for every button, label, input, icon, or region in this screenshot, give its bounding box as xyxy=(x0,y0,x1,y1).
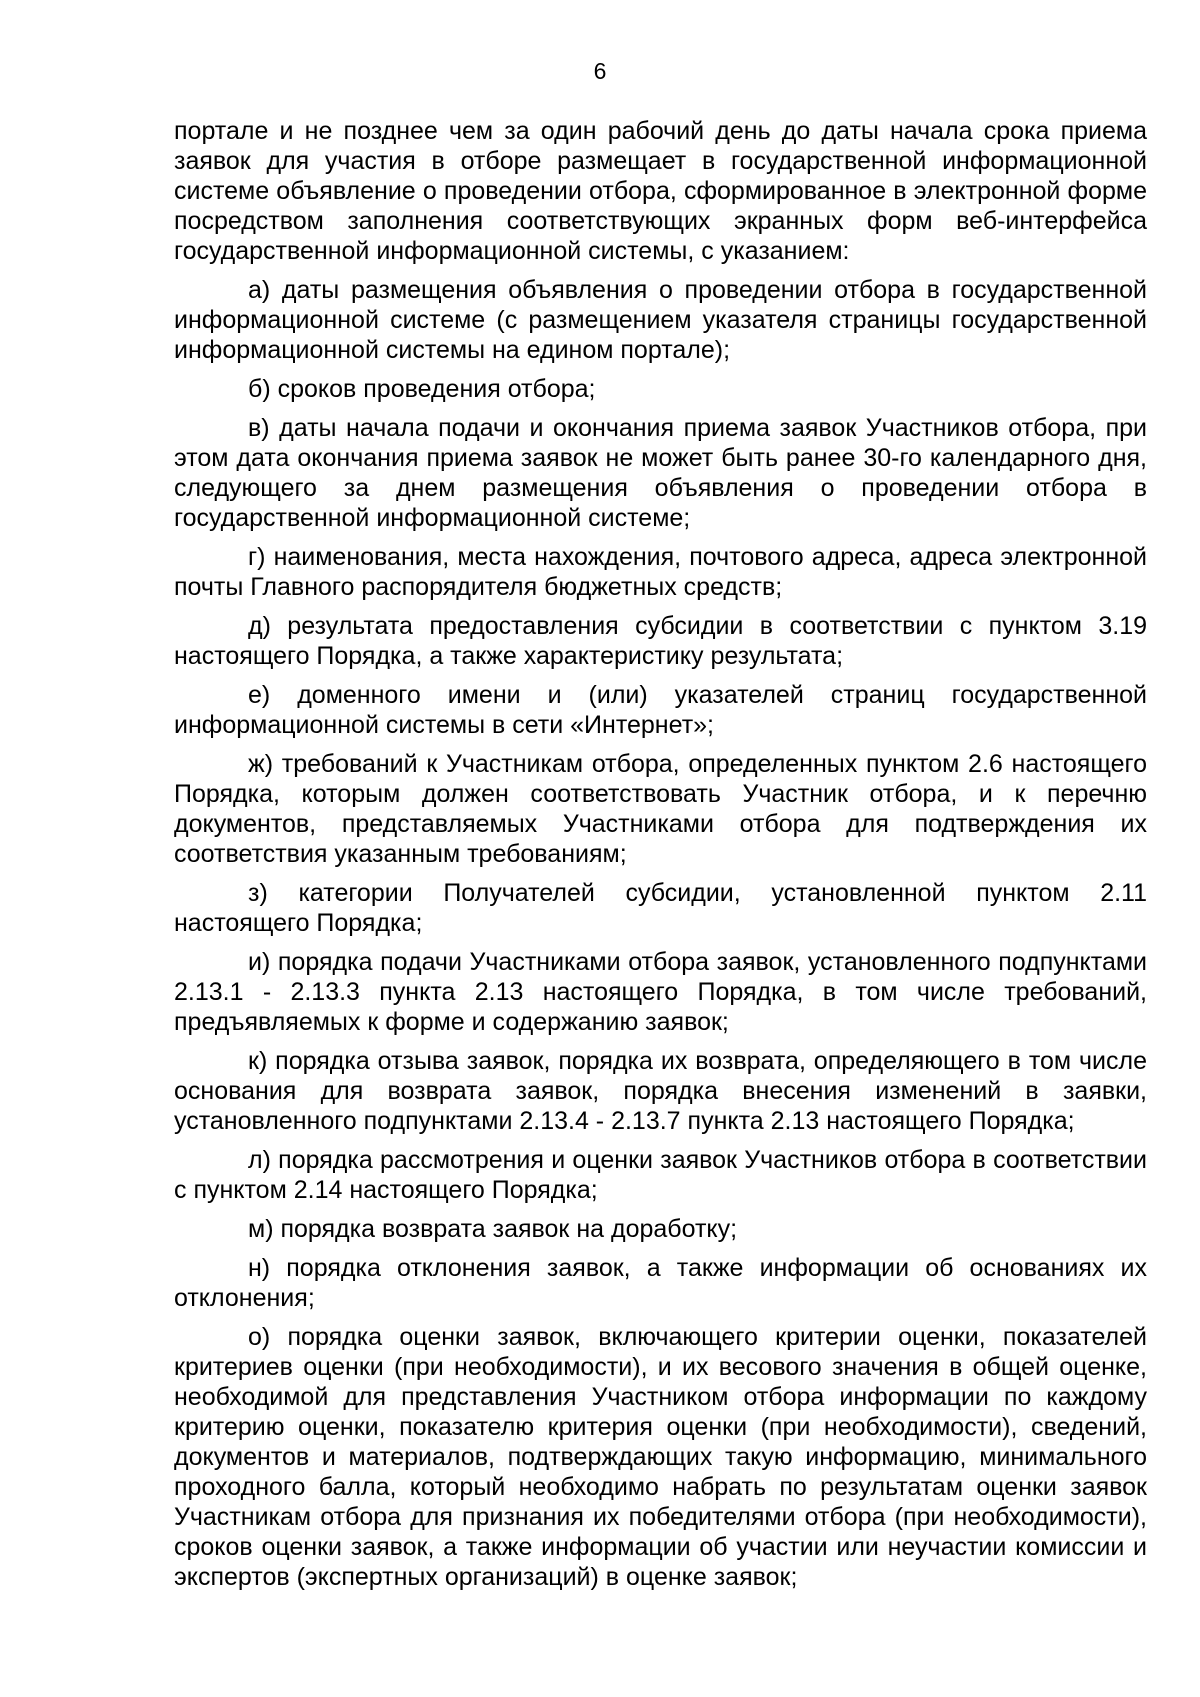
list-item-v: в) даты начала подачи и окончания приема заявок Участников отбора, при этом дата окончания приема заявок не может быть ранее 30-го календарного дня, следующего за днем размещения объявления о проведении отбора в государственной информационной системе; xyxy=(174,414,1147,532)
list-item-g: г) наименования, места нахождения, почтового адреса, адреса электронной почты Главного распорядителя бюджетных средств; xyxy=(174,543,1147,601)
list-item-a: а) даты размещения объявления о проведении отбора в государственной информационной системе (с размещением указателя страницы государственной информационной системы на едином портале); xyxy=(174,276,1147,364)
list-item-m: м) порядка возврата заявок на доработку; xyxy=(248,1215,738,1243)
list-item-b: б) сроков проведения отбора; xyxy=(248,375,596,403)
list-item-z: з) категории Получателей субсидии, установленной пунктом 2.11 настоящего Порядка; xyxy=(174,879,1147,937)
list-item-l: л) порядка рассмотрения и оценки заявок Участников отбора в соответствии с пунктом 2.14 настоящего Порядка; xyxy=(174,1146,1147,1204)
list-item-n: н) порядка отклонения заявок, а также информации об основаниях их отклонения; xyxy=(174,1254,1147,1312)
intro-paragraph: портале и не позднее чем за один рабочий день до даты начала срока приема заявок для участия в отборе размещает в государственной информационной системе объявление о проведении отбора, сформированное в электронной форме посредством заполнения соответствующих экранных форм веб-интерфейса государственной информационной системы, с указанием: xyxy=(174,117,1147,265)
list-item-i: и) порядка подачи Участниками отбора заявок, установленного подпунктами 2.13.1 - 2.13.3 пункта 2.13 настоящего Порядка, в том числе требований, предъявляемых к форме и содержанию заявок; xyxy=(174,948,1147,1036)
document-body xyxy=(174,116,1147,1592)
list-item-d: д) результата предоставления субсидии в соответствии с пунктом 3.19 настоящего Порядка, а также характеристику результата; xyxy=(174,612,1147,670)
page-number: 6 xyxy=(593,58,607,84)
list-item-e: е) доменного имени и (или) указателей страниц государственной информационной системы в сети «Интернет»; xyxy=(174,681,1147,739)
list-item-o: о) порядка оценки заявок, включающего критерии оценки, показателей критериев оценки (при необходимости), и их весового значения в общей оценке, необходимой для представления Участником отбора информации по каждому критерию оценки, показателю критерия оценки (при необходимости), сведений, документов и материалов, подтверждающих такую информацию, минимального проходного балла, который необходимо набрать по результатам оценки заявок Участникам отбора для признания их победителями отбора (при необходимости), сроков оценки заявок, а также информации об участии или неучастии комиссии и экспертов (экспертных организаций) в оценке заявок; xyxy=(174,1323,1147,1591)
list-item-zh: ж) требований к Участникам отбора, определенных пунктом 2.6 настоящего Порядка, которым должен соответствовать Участник отбора, и к перечню документов, представляемых Участниками отбора для подтверждения их соответствия указанным требованиям; xyxy=(174,750,1147,868)
list-item-k: к) порядка отзыва заявок, порядка их возврата, определяющего в том числе основания для возврата заявок, порядка внесения изменений в заявки, установленного подпунктами 2.13.4 - 2.13.7 пункта 2.13 настоящего Порядка; xyxy=(174,1047,1147,1135)
